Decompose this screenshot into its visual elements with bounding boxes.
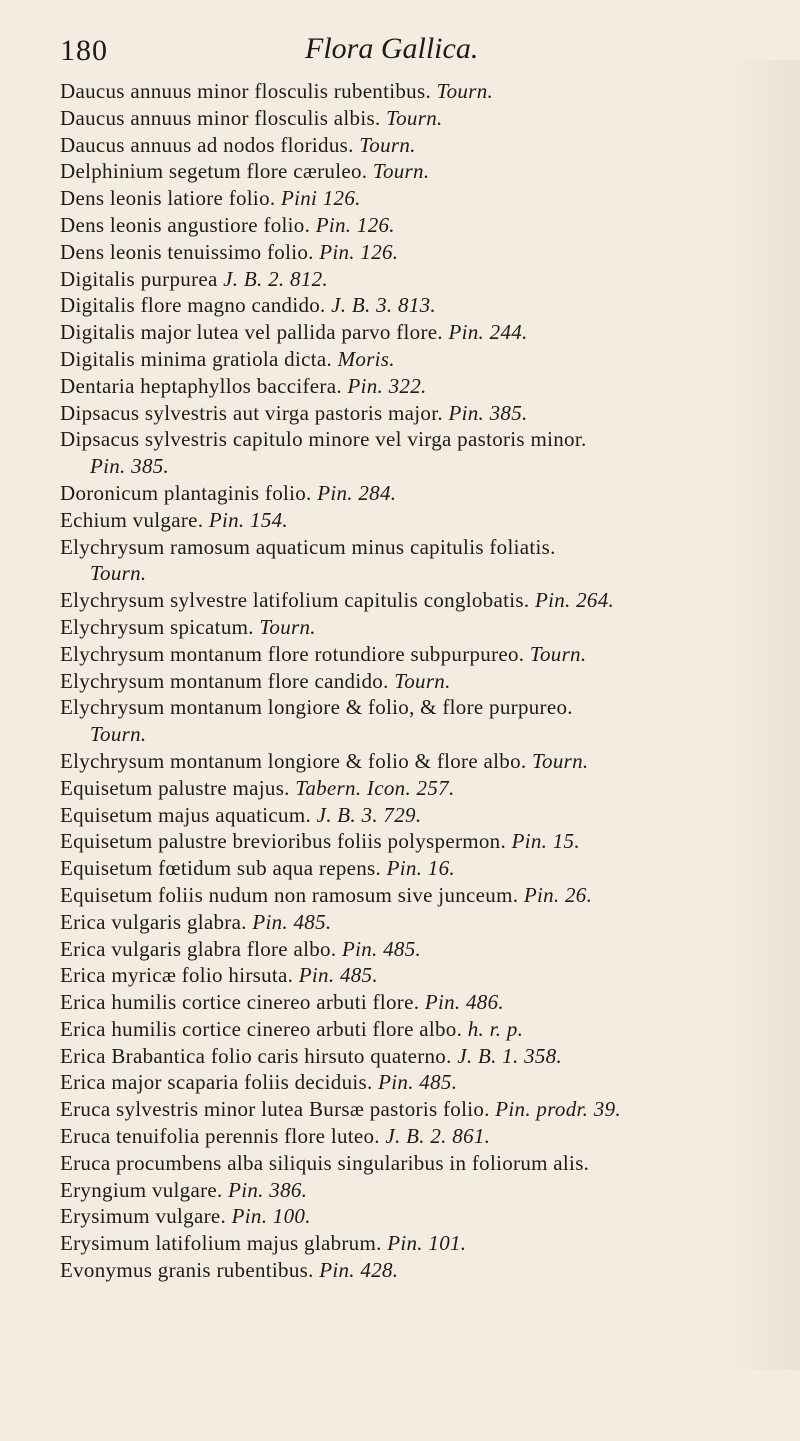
plant-entry: [60, 614, 772, 641]
page-number: 180: [60, 34, 108, 67]
plant-entry: [60, 1016, 772, 1043]
plant-reference: Pin. 385.: [448, 400, 528, 425]
plant-entry: [60, 1150, 772, 1177]
plant-reference: Pin. 244.: [448, 320, 528, 345]
plant-reference: Tourn.: [529, 641, 587, 666]
plant-reference: Pin. 284.: [317, 480, 397, 505]
plant-entry: [60, 775, 772, 802]
plant-entry: [60, 346, 772, 373]
plant-entry: [60, 78, 772, 105]
plant-name: Erysimum vulgare.: [60, 1204, 227, 1229]
plant-name: Erica major scaparia foliis deciduis.: [60, 1070, 373, 1095]
plant-reference: Pin. 264.: [534, 588, 615, 613]
plant-entry: [60, 694, 772, 748]
plant-reference: J. B. 3. 729.: [316, 802, 422, 827]
plant-name: Erysimum latifolium majus glabrum.: [60, 1231, 382, 1256]
plant-name: Dentaria heptaphyllos baccifera.: [60, 373, 342, 398]
plant-entry: [60, 989, 772, 1016]
plant-entry: [60, 1096, 772, 1123]
plant-name: Dipsacus sylvestris capitulo minore vel virga pastoris minor.: [60, 427, 587, 452]
plant-entry: [60, 319, 772, 346]
plant-name: Elychrysum montanum flore rotundiore subpurpureo.: [60, 641, 525, 666]
plant-entry: [60, 158, 772, 185]
plant-reference: Pin. 126.: [319, 239, 399, 264]
plant-name: Elychrysum montanum longiore & folio & flore albo.: [60, 748, 527, 773]
plant-entry: [60, 132, 772, 159]
plant-reference: Pin. 486.: [424, 990, 504, 1015]
plant-reference: Tourn.: [90, 561, 147, 586]
plant-name: Elychrysum sylvestre latifolium capitulis conglobatis.: [60, 588, 530, 613]
plant-reference: Pin. 101.: [387, 1231, 467, 1256]
plant-name: Echium vulgare.: [60, 507, 204, 532]
plant-entry: [60, 373, 772, 400]
plant-name: Erica Brabantica folio caris hirsuto quaterno.: [60, 1043, 452, 1068]
plant-reference: Pin. 16.: [386, 856, 455, 881]
plant-entry: [60, 1043, 772, 1070]
plant-reference: Pin. 100.: [231, 1204, 311, 1229]
plant-reference: Pin. 485.: [378, 1070, 458, 1095]
plant-name: Doronicum plantaginis folio.: [60, 480, 312, 505]
plant-name: Eruca tenuifolia perennis flore luteo.: [60, 1124, 380, 1149]
plant-reference: Pin. 386.: [228, 1177, 308, 1202]
plant-entry: [60, 239, 772, 266]
plant-name: Dens leonis tenuissimo folio.: [60, 239, 314, 264]
plant-name: Elychrysum spicatum.: [60, 614, 254, 639]
plant-reference: Tourn.: [386, 105, 443, 130]
plant-name: Daucus annuus ad nodos floridus.: [60, 132, 354, 157]
plant-reference: Pin. 154.: [208, 507, 288, 532]
plant-name: Erica vulgaris glabra.: [60, 909, 247, 934]
plant-reference: Tourn.: [259, 614, 316, 639]
plant-reference: Pin. 322.: [347, 373, 427, 398]
plant-entry: [60, 185, 772, 212]
plant-name: Erica vulgaris glabra flore albo.: [60, 936, 337, 961]
plant-name: Equisetum palustre brevioribus foliis polyspermon.: [60, 829, 507, 854]
plant-name: Equisetum palustre majus.: [60, 775, 290, 800]
plant-list: [60, 78, 772, 1284]
plant-entry: [60, 534, 772, 588]
page-header: [60, 30, 760, 70]
plant-name: Equisetum fœtidum sub aqua repens.: [60, 856, 382, 881]
plant-name: Dens leonis latiore folio.: [60, 186, 276, 211]
plant-reference: Pin. 428.: [319, 1258, 399, 1283]
plant-name: Evonymus granis rubentibus.: [60, 1258, 314, 1283]
plant-entry: [60, 641, 772, 668]
plant-name: Dens leonis angustiore folio.: [60, 212, 311, 237]
plant-entry: [60, 1203, 772, 1230]
plant-name: Equisetum foliis nudum non ramosum sive junceum.: [60, 882, 519, 907]
plant-name: Daucus annuus minor flosculis rubentibus.: [60, 79, 432, 103]
plant-entry: [60, 105, 772, 132]
running-title: Flora Gallica.: [305, 32, 479, 65]
plant-reference: Pin. 126.: [315, 212, 395, 237]
plant-name: Erica humilis cortice cinereo arbuti flore.: [60, 990, 420, 1015]
plant-entry: [60, 828, 772, 855]
plant-name: Daucus annuus minor flosculis albis.: [60, 105, 381, 130]
plant-entry: [60, 587, 772, 614]
plant-entry: [60, 1123, 772, 1150]
plant-reference: J. B. 2. 812.: [223, 266, 328, 291]
plant-reference: J. B. 1. 358.: [457, 1043, 563, 1068]
plant-name: Digitalis minima gratiola dicta.: [60, 346, 333, 371]
plant-reference: Tourn.: [436, 79, 494, 103]
plant-name: Digitalis major lutea vel pallida parvo flore.: [60, 320, 443, 345]
plant-entry: [60, 962, 772, 989]
plant-name: Erica humilis cortice cinereo arbuti flore albo.: [60, 1016, 463, 1041]
plant-name: Equisetum majus aquaticum.: [60, 802, 312, 827]
plant-reference: Tourn.: [531, 748, 589, 773]
plant-entry: [60, 480, 772, 507]
plant-reference: J. B. 2. 861.: [385, 1124, 491, 1149]
plant-entry: [60, 936, 772, 963]
plant-reference: J. B. 3. 813.: [331, 293, 436, 318]
plant-reference: Pin. 485.: [298, 963, 378, 988]
plant-entry: [60, 266, 772, 293]
plant-name: Elychrysum ramosum aquaticum minus capitulis foliatis.: [60, 534, 556, 559]
plant-name: Elychrysum montanum flore candido.: [60, 668, 389, 693]
plant-entry: [60, 507, 772, 534]
plant-entry: [60, 855, 772, 882]
plant-reference: Pin. 26.: [523, 882, 593, 907]
plant-name: Digitalis flore magno candido.: [60, 293, 326, 318]
plant-entry: [60, 426, 772, 480]
plant-reference: Tourn.: [359, 132, 416, 157]
plant-reference: Pin. 485.: [252, 909, 332, 934]
plant-reference: Pin. 485.: [341, 936, 422, 961]
plant-name: Erica myricæ folio hirsuta.: [60, 963, 294, 988]
plant-name: Dipsacus sylvestris aut virga pastoris major.: [60, 400, 443, 425]
plant-name: Eruca sylvestris minor lutea Bursæ pastoris folio.: [60, 1097, 490, 1122]
plant-entry: [60, 1069, 772, 1096]
plant-name: Digitalis purpurea: [60, 266, 218, 291]
plant-entry: [60, 909, 772, 936]
plant-reference: Tourn.: [372, 159, 430, 184]
plant-entry: [60, 1230, 772, 1257]
plant-entry: [60, 668, 772, 695]
plant-name: Delphinium segetum flore cæruleo.: [60, 159, 368, 184]
plant-entry: [60, 748, 772, 775]
plant-reference: Pin. 385.: [90, 454, 170, 479]
plant-reference: h. r. p.: [467, 1016, 524, 1041]
plant-reference: Pini 126.: [280, 186, 361, 211]
plant-entry: [60, 1257, 772, 1284]
plant-reference: Tourn.: [394, 668, 451, 693]
plant-entry: [60, 212, 772, 239]
plant-entry: [60, 1177, 772, 1204]
plant-entry: [60, 400, 772, 427]
plant-reference: Tabern. Icon. 257.: [295, 775, 455, 800]
plant-reference: Moris.: [337, 346, 395, 371]
plant-reference: Pin. prodr. 39.: [495, 1097, 621, 1122]
plant-entry: [60, 292, 772, 319]
plant-reference: Tourn.: [90, 722, 147, 747]
plant-entry: [60, 882, 772, 909]
plant-entry: [60, 802, 772, 829]
plant-name: Elychrysum montanum longiore & folio, & flore purpureo.: [60, 695, 573, 720]
plant-name: Eryngium vulgare.: [60, 1177, 223, 1202]
plant-name: Eruca procumbens alba siliquis singularibus in foliorum alis.: [60, 1150, 590, 1175]
plant-reference: Pin. 15.: [511, 829, 580, 854]
